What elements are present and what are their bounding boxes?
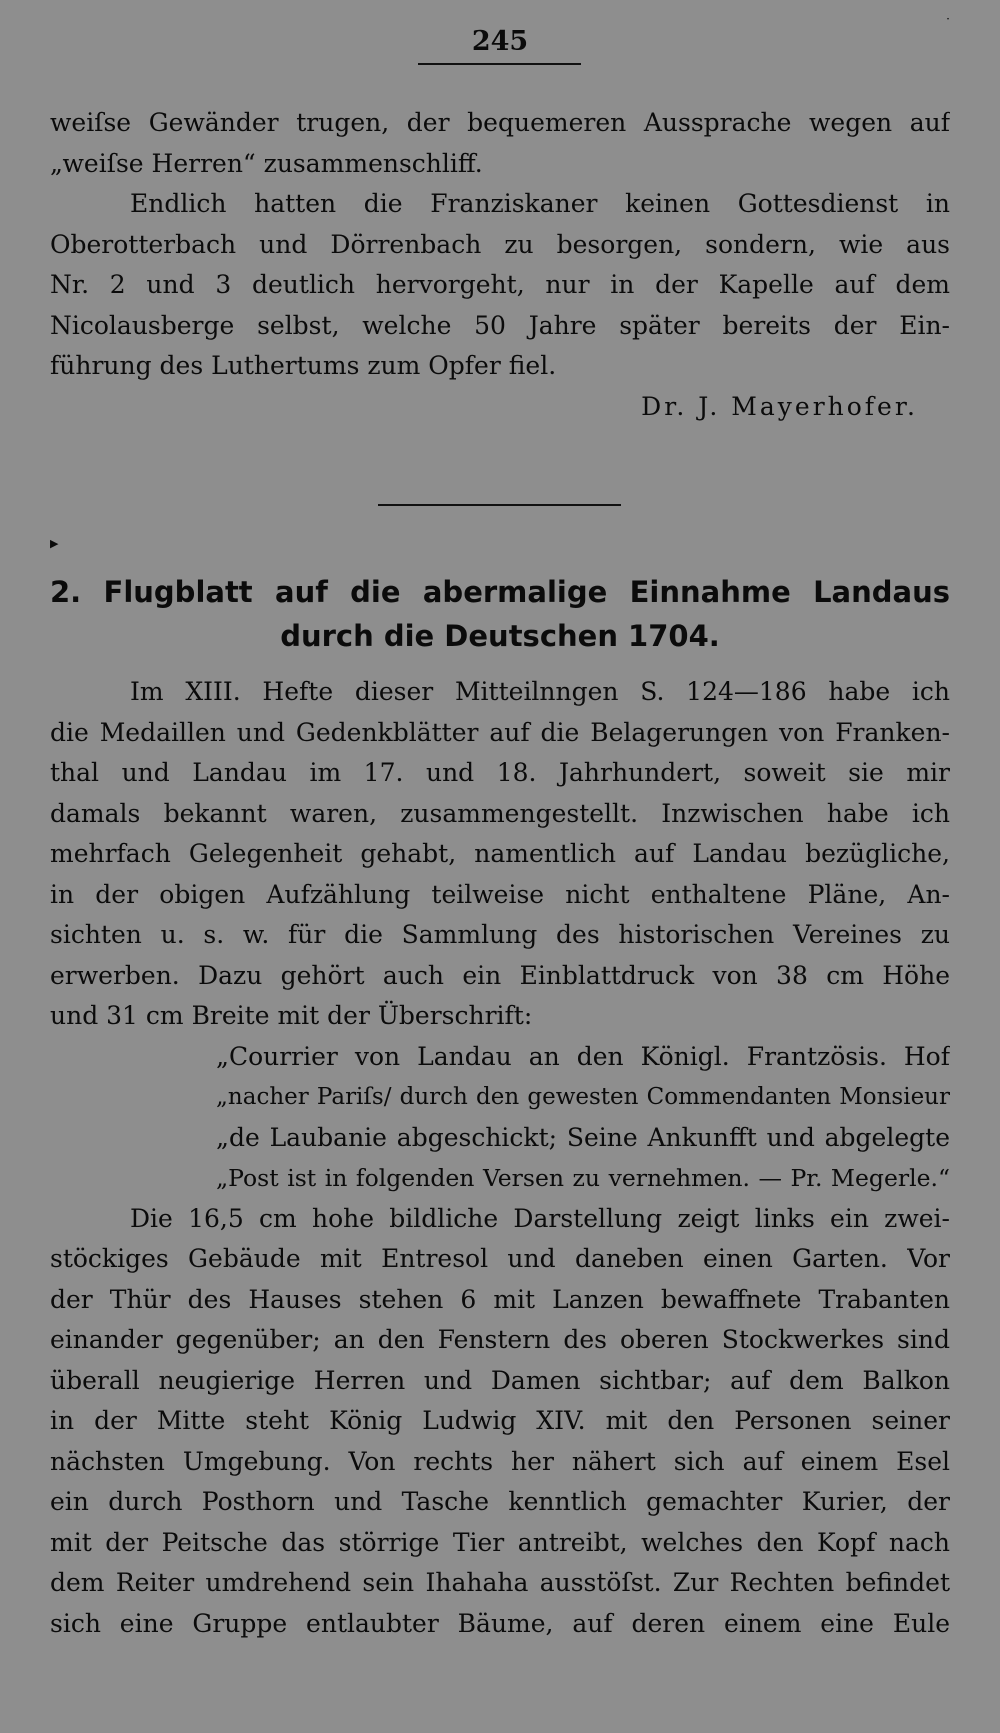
text-line: überall neugierige Herren und Damen sichtbar; auf dem Balkon xyxy=(50,1365,950,1395)
quote-line: „Courrier von Landau an den Königl. Frantzösis. Hof xyxy=(216,1041,950,1071)
heading-line-1: 2. Flugblatt auf die abermalige Einnahme Landaus xyxy=(50,575,950,609)
stray-mark: ▶ xyxy=(50,537,59,550)
text-line: einander gegenüber; an den Fenstern des oberen Stockwerkes sind xyxy=(50,1325,950,1354)
text-line: Endlich hatten die Franziskaner keinen Gottesdienst in xyxy=(130,189,950,218)
text-line: in der Mitte steht König Ludwig XIV. mit den Personen seiner xyxy=(50,1406,950,1435)
section-2-text xyxy=(50,672,950,1644)
text-line: sichten u. s. w. für die Sammlung des historischen Vereines zu xyxy=(50,920,950,949)
text-line: erwerben. Dazu gehört auch ein Einblattdruck von 38 cm Höhe xyxy=(50,960,950,990)
text-line: mit der Peitsche das störrige Tier antreibt, welches den Kopf nach xyxy=(50,1527,950,1557)
text-line: sich eine Gruppe entlaubter Bäume, auf deren einem eine Eule xyxy=(50,1608,950,1638)
text-line: ein durch Posthorn und Tasche kenntlich gemachter Kurier, der xyxy=(50,1487,950,1516)
text-line: Oberotterbach und Dörrenbach zu besorgen, sondern, wie aus xyxy=(50,229,950,259)
text-line: damals bekannt waren, zusammengestellt. Inzwischen habe ich xyxy=(50,798,950,828)
text-line: Im XIII. Hefte dieser Mitteilnngen S. 124—186 habe ich xyxy=(130,677,950,706)
text-line: thal und Landau im 17. und 18. Jahrhundert, soweit sie mir xyxy=(50,758,950,787)
text-line: Die 16,5 cm hohe bildliche Darstellung zeigt links ein zwei- xyxy=(130,1203,950,1233)
section-separator xyxy=(378,504,621,506)
page-number: 245 xyxy=(471,26,529,57)
text-line: stöckiges Gebäude mit Entresol und daneben einen Garten. Vor xyxy=(50,1244,950,1273)
text-line: dem Reiter umdrehend sein Ihahaha ausstöſst. Zur Rechten befindet xyxy=(50,1568,950,1597)
quote-line: „de Laubanie abgeschickt; Seine Ankunfft und abgelegte xyxy=(216,1122,950,1152)
text-line: und 31 cm Breite mit der Überschrift: xyxy=(50,1001,533,1030)
text-line: „weiſse Herren“ zusammenschliff. xyxy=(50,148,483,178)
text-line: Nicolausberge selbst, welche 50 Jahre später bereits der Ein- xyxy=(50,310,950,340)
text-line: nächsten Umgebung. Von rechts her nähert sich auf einem Esel xyxy=(50,1446,950,1476)
text-line: Nr. 2 und 3 deutlich hervorgeht, nur in der Kapelle auf dem xyxy=(50,270,950,299)
section-1-text xyxy=(50,103,950,427)
quote-line: „nacher Pariſs/ durch den gewesten Commendanten Monsieur xyxy=(216,1084,950,1110)
text-line: führung des Luthertums zum Opfer fiel. xyxy=(50,351,557,380)
text-line: mehrfach Gelegenheit gehabt, namentlich auf Landau bezügliche, xyxy=(50,839,950,868)
text-line: in der obigen Aufzählung teilweise nicht enthaltene Pläne, An- xyxy=(50,879,950,909)
text-line: weiſse Gewänder trugen, der bequemeren Aussprache wegen auf xyxy=(50,108,950,137)
heading-line-2: durch die Deutschen 1704. xyxy=(280,619,720,653)
quote-line: „Post ist in folgenden Versen zu vernehmen. — Pr. Megerle.“ xyxy=(216,1164,950,1192)
stray-mark: · xyxy=(946,12,950,26)
section-heading xyxy=(50,570,950,658)
text-line: der Thür des Hauses stehen 6 mit Lanzen bewaffnete Trabanten xyxy=(50,1284,950,1314)
text-line: die Medaillen und Gedenkblätter auf die Belagerungen von Franken- xyxy=(50,717,950,747)
page-number-rule xyxy=(418,63,581,65)
author-signature: Dr. J. Mayerhofer. xyxy=(641,391,918,421)
